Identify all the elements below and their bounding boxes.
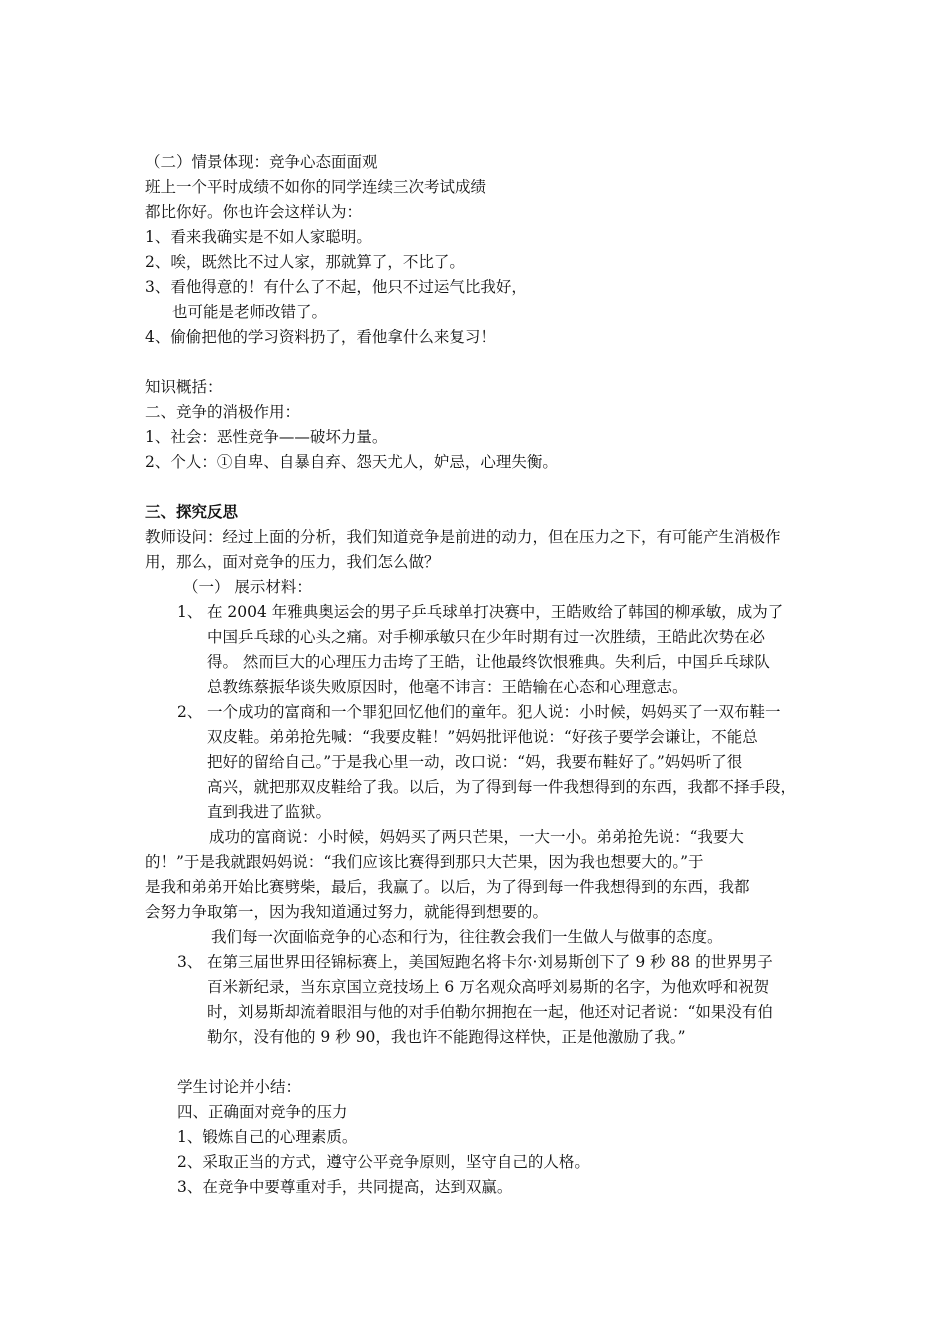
list-item: 3、在竞争中要尊重对手，共同提高，达到双赢。 bbox=[177, 1178, 513, 1196]
paragraph-line: 成功的富商说：小时候，妈妈买了两只芒果，一大一小。弟弟抢先说：“我要大 bbox=[209, 828, 744, 846]
paragraph-line: 高兴，就把那双皮鞋给了我。以后，为了得到每一件我想得到的东西，我都不择手段， bbox=[207, 778, 797, 796]
paragraph-line: 教师设问：经过上面的分析，我们知道竞争是前进的动力，但在压力之下，有可能产生消极作 bbox=[145, 528, 781, 546]
paragraph-line: 百米新纪录，当东京国立竞技场上 6 万名观众高呼刘易斯的名字，为他欢呼和祝贺 bbox=[207, 978, 770, 996]
paragraph-line: 双皮鞋。弟弟抢先喊：“我要皮鞋！”妈妈批评他说：“好孩子要学会谦让，不能总 bbox=[207, 728, 758, 746]
list-item: 3、看他得意的！有什么了不起，他只不过运气比我好， bbox=[145, 278, 527, 296]
list-number: 3、 bbox=[177, 953, 203, 971]
list-number: 2、 bbox=[177, 703, 203, 721]
list-item: 2、唉，既然比不过人家，那就算了，不比了。 bbox=[145, 253, 465, 271]
paragraph-line: 勒尔，没有他的 9 秒 90，我也许不能跑得这样快，正是他激励了我。” bbox=[207, 1028, 686, 1046]
section-heading: （二）情景体现：竞争心态面面观 bbox=[145, 153, 378, 171]
section-heading: 三、探究反思 bbox=[145, 502, 239, 521]
paragraph-line: 把好的留给自己。”于是我心里一动，改口说：“妈，我要布鞋好了。”妈妈听了很 bbox=[207, 753, 743, 771]
paragraph-line: 得。 然而巨大的心理压力击垮了王皓，让他最终饮恨雅典。失利后，中国乒乓球队 bbox=[207, 653, 770, 671]
list-item: 2、采取正当的方式，遵守公平竞争原则，坚守自己的人格。 bbox=[177, 1153, 590, 1171]
list-item: 1、看来我确实是不如人家聪明。 bbox=[145, 228, 372, 246]
materials-label: （一） 展示材料： bbox=[183, 578, 312, 596]
paragraph-line: 直到我进了监狱。 bbox=[207, 803, 332, 821]
paragraph-line: 时，刘易斯却流着眼泪与他的对手伯勒尔拥抱在一起，他还对记者说：“如果没有伯 bbox=[207, 1003, 773, 1021]
section-heading: 二、竞争的消极作用： bbox=[145, 403, 301, 421]
paragraph-line: 是我和弟弟开始比赛劈柴，最后，我赢了。以后，为了得到每一件我想得到的东西，我都 bbox=[145, 878, 750, 896]
paragraph-line: 中国乒乓球的心头之痛。对手柳承敏只在少年时期有过一次胜绩，王皓此次势在必 bbox=[207, 628, 766, 646]
paragraph-line: 在 2004 年雅典奥运会的男子乒乓球单打决赛中，王皓败给了韩国的柳承敏，成为了 bbox=[207, 603, 784, 621]
paragraph-line: 的！”于是我就跟妈妈说：“我们应该比赛得到那只大芒果，因为我也想要大的。”于 bbox=[145, 853, 704, 871]
paragraph-line: 会努力争取第一，因为我知道通过努力，就能得到想要的。 bbox=[145, 903, 549, 921]
paragraph-line: 班上一个平时成绩不如你的同学连续三次考试成绩 bbox=[145, 178, 487, 196]
summary-label: 学生讨论并小结： bbox=[177, 1078, 302, 1096]
list-item: 1、社会：恶性竞争——破坏力量。 bbox=[145, 428, 388, 446]
section-heading: 四、正确面对竞争的压力 bbox=[177, 1103, 348, 1121]
paragraph-line: 总教练蔡振华谈失败原因时，他毫不讳言：王皓输在心态和心理意志。 bbox=[207, 678, 688, 696]
paragraph-line: 用，那么，面对竞争的压力，我们怎么做？ bbox=[145, 553, 440, 571]
paragraph-line: 一个成功的富商和一个罪犯回忆他们的童年。犯人说：小时候，妈妈买了一双布鞋一 bbox=[207, 703, 781, 721]
paragraph-line: 都比你好。你也许会这样认为： bbox=[145, 203, 363, 221]
list-number: 1、 bbox=[177, 603, 203, 621]
paragraph-line: 在第三届世界田径锦标赛上，美国短跑名将卡尔·刘易斯创下了 9 秒 88 的世界男子 bbox=[207, 953, 773, 971]
list-item-continuation: 也可能是老师改错了。 bbox=[172, 303, 328, 321]
paragraph-line: 我们每一次面临竞争的心态和行为，往往教会我们一生做人与做事的态度。 bbox=[211, 928, 723, 946]
list-item: 2、个人：①自卑、自暴自弃、怨天尤人，妒忌，心理失衡。 bbox=[145, 453, 558, 471]
list-item: 4、偷偷把他的学习资料扔了，看他拿什么来复习！ bbox=[145, 328, 496, 346]
knowledge-label: 知识概括： bbox=[145, 378, 223, 396]
list-item: 1、锻炼自己的心理素质。 bbox=[177, 1128, 358, 1146]
